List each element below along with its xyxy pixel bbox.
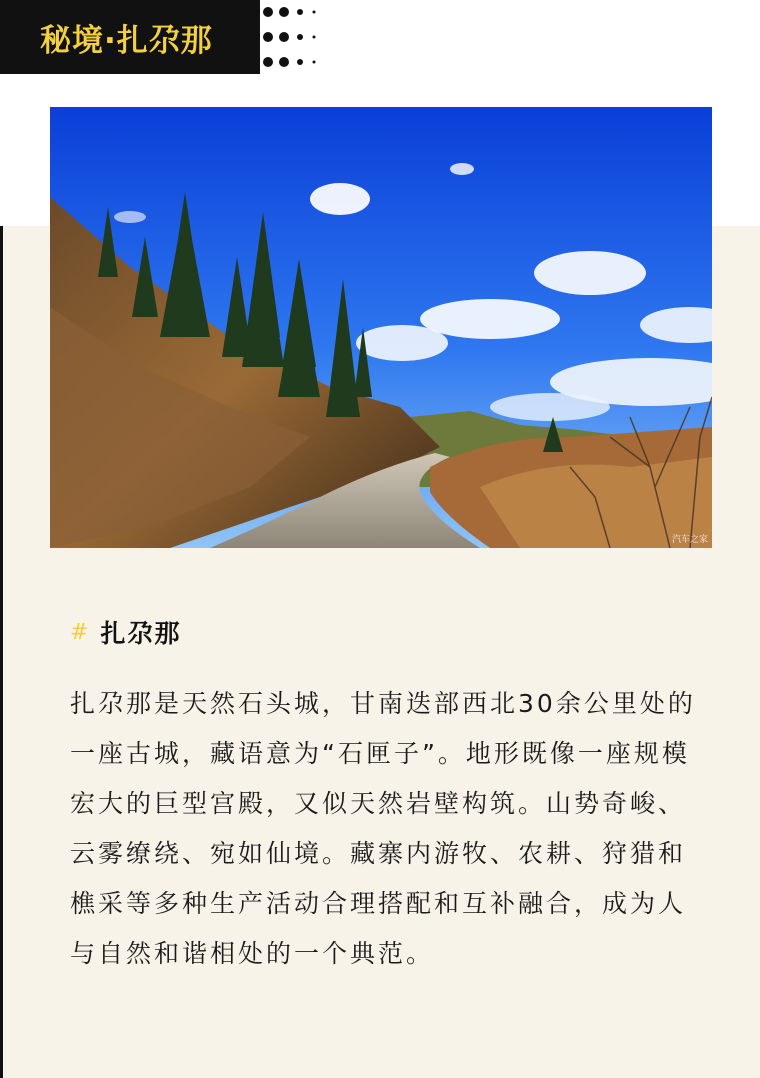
section-title: 扎尕那 bbox=[100, 619, 182, 648]
page-title: 秘境·扎尕那 bbox=[40, 22, 213, 59]
section-body-paragraph: 扎尕那是天然石头城，甘南迭部西北30余公里处的一座古城，藏语意为“石匣子”。地形既像一座规模宏大的巨型宫殿，又似天然岩壁构筑。山势奇峻、云雾缭绕、宛如仙境。藏寨内游牧、农耕、狩猎和樵采等多种生产活动合理搭配和互补融合，成为人与自然和谐相处的一个典范。 bbox=[70, 689, 696, 968]
title-badge bbox=[0, 0, 260, 74]
landscape-photo bbox=[50, 107, 712, 548]
section-heading bbox=[70, 614, 181, 650]
hash-icon: # bbox=[70, 619, 89, 645]
photo-watermark: 汽车之家 bbox=[671, 535, 708, 545]
mountain-road-image bbox=[50, 107, 712, 548]
left-border-line bbox=[0, 226, 3, 1078]
decorative-dots bbox=[262, 4, 322, 70]
